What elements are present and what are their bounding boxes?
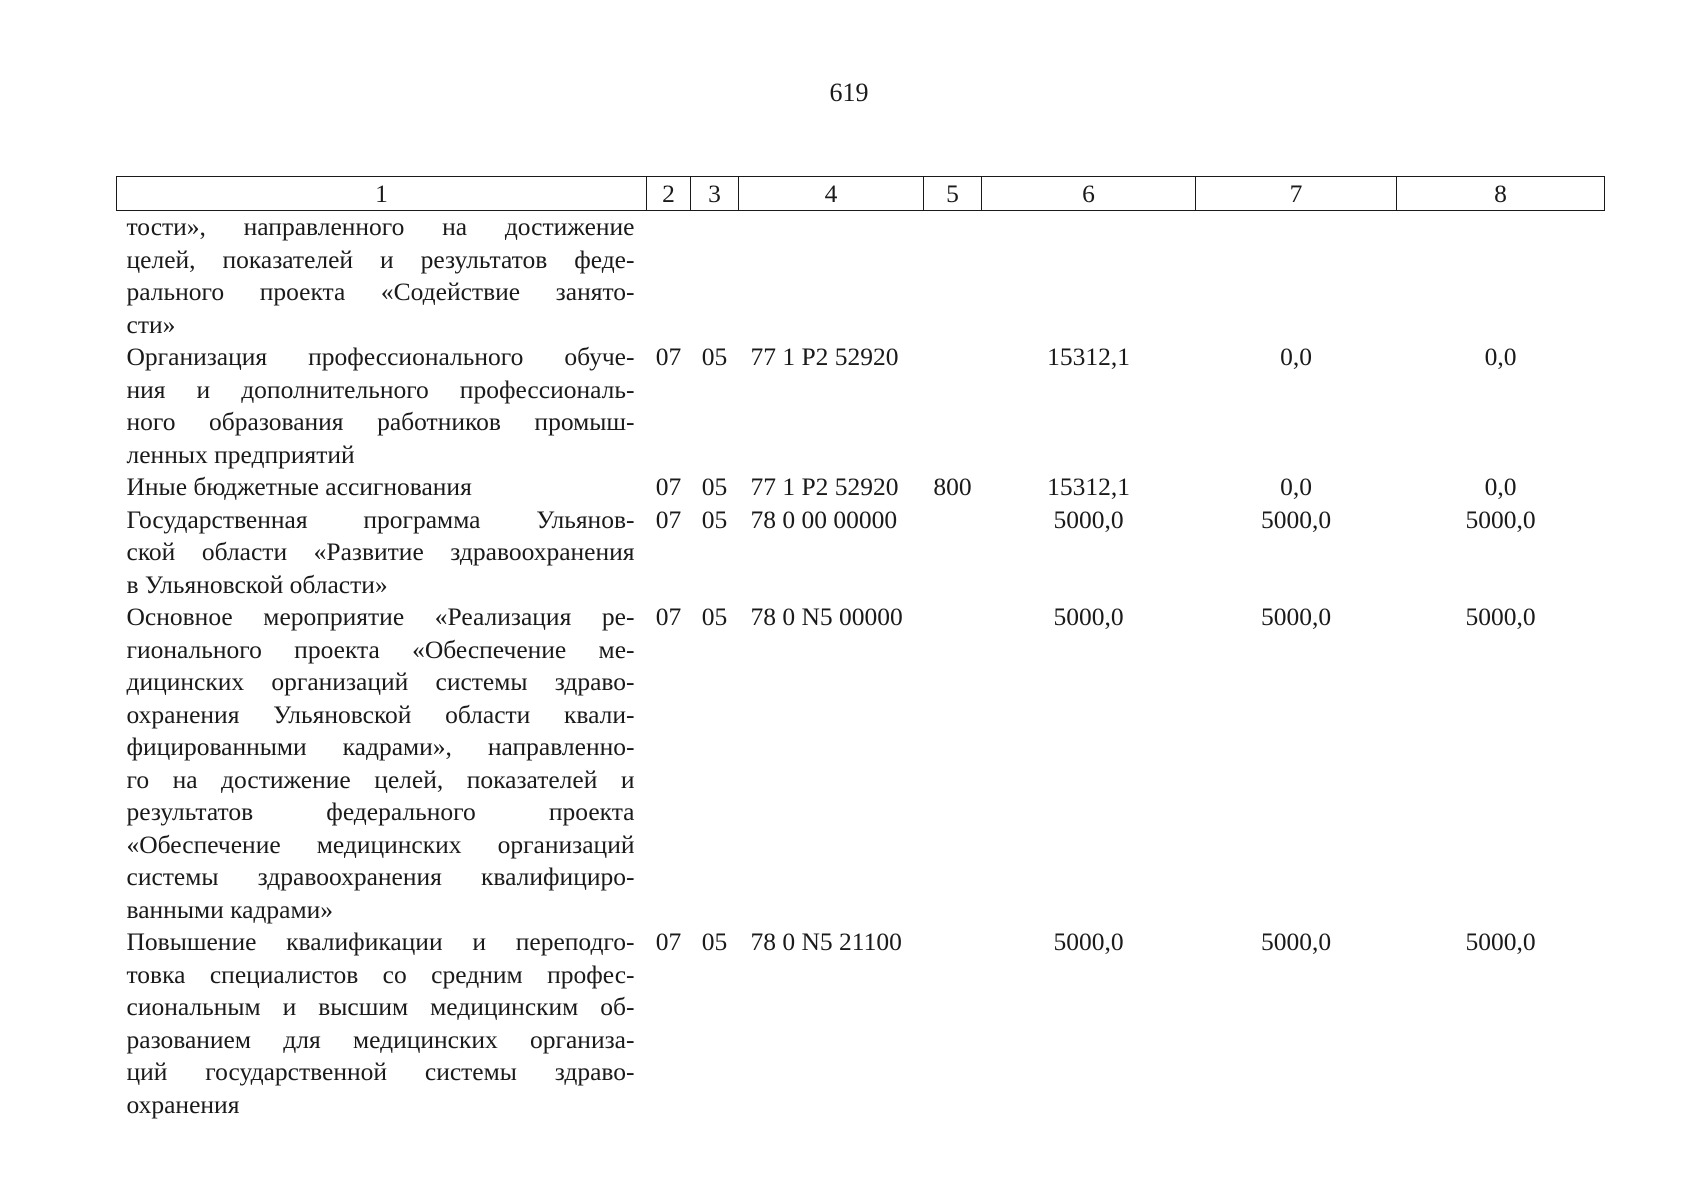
subsection-code: [691, 211, 739, 342]
table-row: [117, 471, 1605, 504]
subsection-code: 05: [701, 602, 728, 631]
amount-year-2: 5000,0: [1260, 504, 1332, 534]
amount-year-2: 5000,0: [1260, 927, 1332, 956]
target-article-code: 78 0 N5 21100: [750, 927, 902, 956]
description-line: Иные бюджетные ассигнования: [126, 472, 472, 501]
description-line: в Ульяновской области»: [126, 569, 388, 599]
amount-year-1: 5000,0: [1053, 602, 1124, 631]
amount-year-3: 0,0: [1484, 472, 1517, 501]
row-description: [117, 504, 647, 602]
row-description: [117, 471, 647, 504]
header-col-3: 3: [691, 177, 739, 211]
amount-year-1: 15312,1: [1047, 342, 1130, 371]
table-row: [117, 601, 1605, 926]
section-code: [647, 211, 691, 342]
description-line: ного образования работников промыш-: [126, 407, 635, 436]
description-line: ния и дополнительного профессиональ-: [126, 374, 635, 404]
description-line: разованием для медицинских организа-: [126, 1024, 635, 1054]
description-line: ванными кадрами»: [126, 894, 334, 924]
header-col-5: 5: [924, 177, 982, 211]
description-line: сиональным и высшим медицинским об-: [126, 992, 635, 1021]
target-article-code: [739, 211, 924, 342]
description-line: ской области «Развитие здравоохранения: [126, 537, 635, 566]
description-line: сти»: [126, 309, 176, 339]
description-line: охранения: [126, 1089, 240, 1119]
description-line: системы здравоохранения квалифициро-: [126, 862, 635, 891]
description-line: ций государственной системы здраво-: [126, 1057, 635, 1086]
amount-year-2: 5000,0: [1260, 602, 1332, 631]
row-description: [117, 601, 647, 926]
amount-year-3: 5000,0: [1465, 927, 1536, 956]
table-body: [117, 211, 1605, 1122]
description-line: гионального проекта «Обеспечение ме-: [126, 634, 635, 664]
amount-year-2: 0,0: [1280, 472, 1312, 501]
section-code: 07: [655, 927, 682, 956]
header-col-1: 1: [117, 177, 647, 211]
row-description: [117, 341, 647, 471]
subsection-code: 05: [701, 504, 728, 534]
expense-type-code: [924, 601, 982, 926]
target-article-code: 78 0 N5 00000: [750, 602, 903, 631]
section-code: 07: [655, 342, 682, 371]
description-line: результатов федерального проекта: [126, 797, 635, 826]
amount-year-1: 15312,1: [1047, 472, 1130, 501]
expense-type-code: 800: [933, 472, 972, 501]
header-col-6: 6: [982, 177, 1196, 211]
subsection-code: 05: [701, 342, 728, 371]
subsection-code: 05: [701, 472, 728, 501]
description-line: дицинских организаций системы здраво-: [126, 667, 635, 696]
description-line: товка специалистов со средним профес-: [126, 959, 635, 989]
description-line: «Обеспечение медицинских организаций: [126, 829, 635, 859]
table-header: [117, 177, 1605, 211]
section-code: 07: [655, 472, 682, 501]
amount-year-2: [1196, 211, 1397, 342]
target-article-code: 78 0 00 00000: [750, 504, 898, 534]
description-line: Государственная программа Ульянов-: [126, 504, 635, 534]
description-line: охранения Ульяновской области квали-: [126, 699, 635, 729]
table-row: [117, 926, 1605, 1121]
amount-year-2: 0,0: [1280, 342, 1312, 371]
header-col-2: 2: [647, 177, 691, 211]
expense-type-code: [924, 504, 982, 602]
description-line: Повышение квалификации и переподго-: [126, 927, 635, 956]
subsection-code: 05: [701, 927, 728, 956]
description-line: рального проекта «Содействие занято-: [126, 277, 635, 306]
budget-table-container: [116, 176, 1605, 1121]
amount-year-1: [982, 211, 1196, 342]
row-description: [117, 211, 647, 342]
description-line: фицированными кадрами», направленно-: [126, 732, 635, 761]
header-col-8: 8: [1397, 177, 1605, 211]
table-row: [117, 211, 1605, 342]
amount-year-3: 5000,0: [1465, 602, 1536, 631]
page-number: 619: [829, 78, 869, 107]
target-article-code: 77 1 P2 52920: [750, 342, 899, 371]
section-code: 07: [655, 504, 682, 534]
table-row: [117, 341, 1605, 471]
description-line: Основное мероприятие «Реализация ре-: [126, 602, 635, 631]
expense-type-code: [924, 341, 982, 471]
header-row: [117, 177, 1605, 211]
table-row: [117, 504, 1605, 602]
section-code: 07: [655, 602, 682, 631]
expense-type-code: [924, 211, 982, 342]
description-line: го на достижение целей, показателей и: [126, 764, 635, 794]
budget-table: [116, 176, 1605, 1121]
description-line: ленных предприятий: [126, 439, 355, 469]
description-line: целей, показателей и результатов феде-: [126, 244, 635, 274]
row-description: [117, 926, 647, 1121]
amount-year-3: 5000,0: [1465, 504, 1536, 534]
description-line: Организация профессионального обуче-: [126, 342, 635, 371]
amount-year-1: 5000,0: [1053, 927, 1124, 956]
expense-type-code: [924, 926, 982, 1121]
target-article-code: 77 1 P2 52920: [750, 472, 899, 501]
header-col-4: 4: [739, 177, 924, 211]
amount-year-1: 5000,0: [1053, 504, 1124, 534]
header-col-7: 7: [1196, 177, 1397, 211]
amount-year-3: [1397, 211, 1605, 342]
description-line: тости», направленного на достижение: [126, 212, 635, 241]
amount-year-3: 0,0: [1484, 342, 1517, 371]
